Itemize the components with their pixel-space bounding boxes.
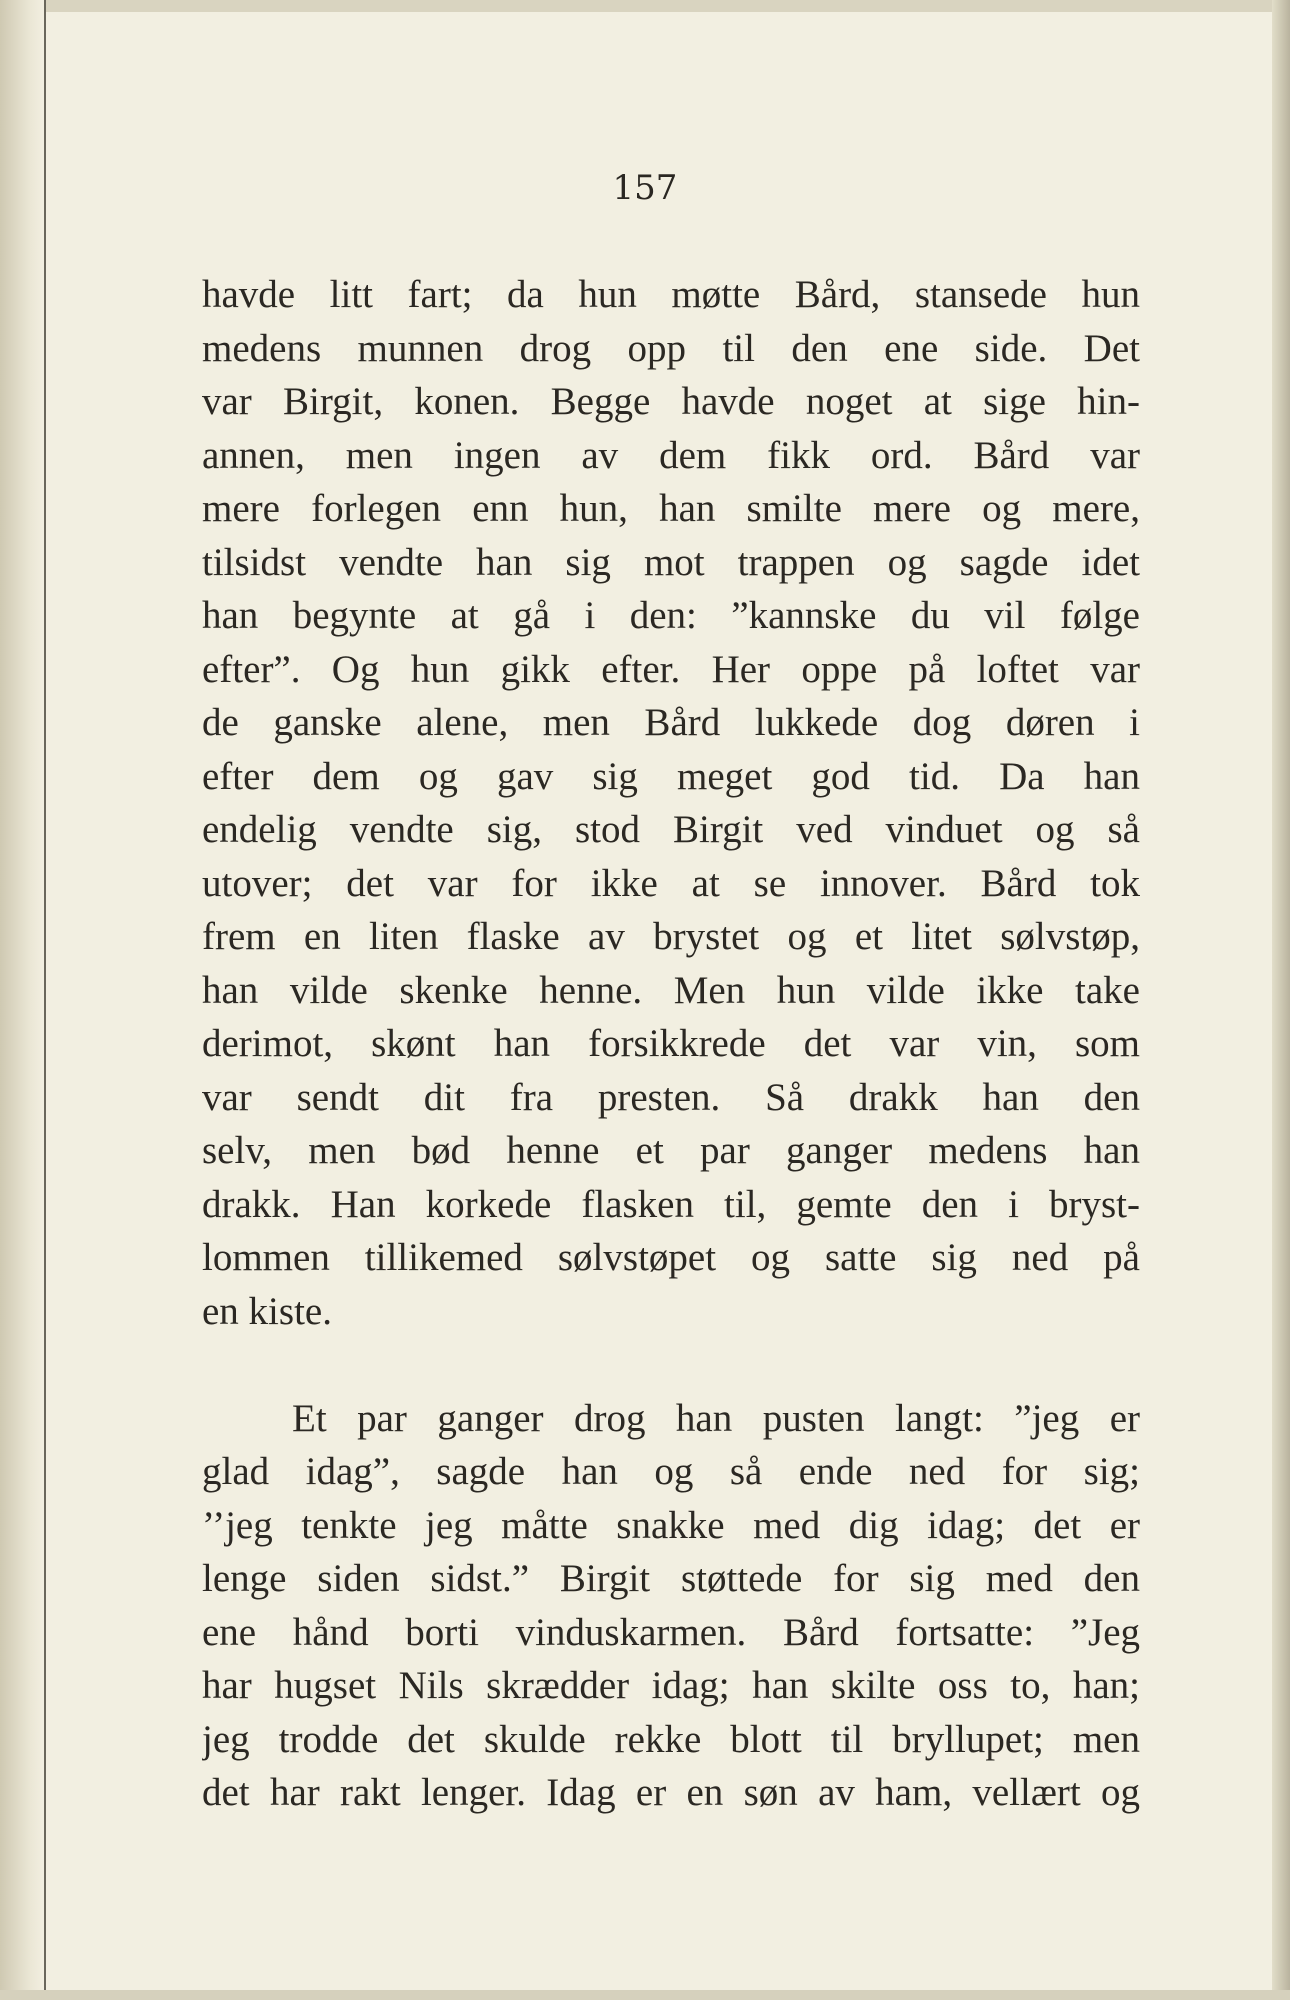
- text-line: frem en liten flaske av brystet og et litet sølvstøp,: [202, 915, 1140, 958]
- text-line: var Birgit, konen. Begge havde noget at sige hin-: [202, 380, 1140, 423]
- text-line: selv, men bød henne et par ganger medens han: [202, 1129, 1140, 1172]
- text-line: medens munnen drog opp til den ene side. Det: [202, 326, 1140, 370]
- paragraph: [202, 268, 1140, 1338]
- text-line: tilsidst vendte han sig mot trappen og sagde idet: [202, 540, 1140, 584]
- text-line: det har rakt lenger. Idag er en søn av ham, vellært og: [202, 1771, 1140, 1814]
- page-right-edge: [1272, 0, 1290, 2000]
- paragraph-gap: [202, 1338, 1140, 1392]
- text-line: derimot, skønt han forsikkrede det var vin, som: [202, 1022, 1140, 1065]
- text-line: han vilde skenke henne. Men hun vilde ikke take: [202, 968, 1140, 1012]
- text-line: efter”. Og hun gikk efter. Her oppe på loftet var: [202, 647, 1140, 691]
- text-line: en kiste.: [202, 1289, 332, 1333]
- body-text: [202, 268, 1140, 1820]
- text-line: de ganske alene, men Bård lukkede dog døren i: [202, 701, 1140, 744]
- text-line: var sendt dit fra presten. Så drakk han den: [202, 1075, 1140, 1119]
- text-line: ’’jeg tenkte jeg måtte snakke med dig idag; det er: [202, 1503, 1140, 1547]
- text-line: ene hånd borti vinduskarmen. Bård fortsatte: ”Jeg: [202, 1610, 1140, 1654]
- text-line: annen, men ingen av dem fikk ord. Bård var: [202, 433, 1140, 477]
- text-line: lommen tillikemed sølvstøpet og satte sig ned på: [202, 1236, 1140, 1279]
- page-binding-edge: [0, 0, 46, 2000]
- page-top-edge: [0, 0, 1290, 12]
- page-bottom-edge: [0, 1990, 1290, 2000]
- text-line: havde litt fart; da hun møtte Bård, stansede hun: [202, 273, 1140, 316]
- text-line: glad idag”, sagde han og så ende ned for sig;: [202, 1450, 1140, 1493]
- text-line: efter dem og gav sig meget god tid. Da han: [202, 754, 1140, 798]
- paragraph: [202, 1392, 1140, 1820]
- text-line: Et par ganger drog han pusten langt: ”jeg er: [292, 1396, 1140, 1440]
- text-line: utover; det var for ikke at se innover. Bård tok: [202, 861, 1140, 905]
- text-line: har hugset Nils skrædder idag; han skilte oss to, han;: [202, 1664, 1140, 1707]
- text-line: han begynte at gå i den: ”kannske du vil følge: [202, 594, 1140, 637]
- page-number: 157: [612, 168, 678, 208]
- text-line: lenge siden sidst.” Birgit støttede for sig med den: [202, 1557, 1140, 1600]
- text-line: mere forlegen enn hun, han smilte mere og mere,: [202, 487, 1140, 530]
- text-line: jeg trodde det skulde rekke blott til bryllupet; men: [202, 1717, 1140, 1761]
- text-line: drakk. Han korkede flasken til, gemte den i bryst-: [202, 1182, 1140, 1226]
- text-line: endelig vendte sig, stod Birgit ved vinduet og så: [202, 808, 1140, 851]
